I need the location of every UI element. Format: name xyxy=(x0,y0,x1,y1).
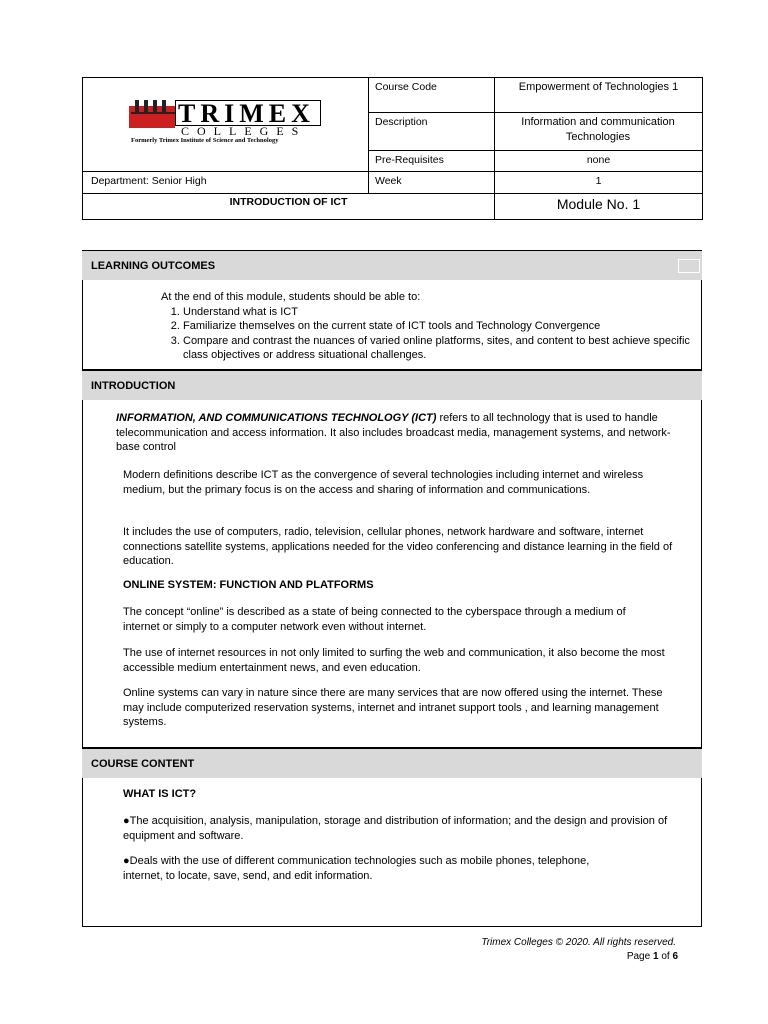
module-number: Module No. 1 xyxy=(556,196,641,212)
intro-paragraph-6: Online systems can vary in nature since there are many services that are now offered using the internet. These may include computerized reservation systems, internet and intranet support tools , and learning management systems. xyxy=(123,687,663,728)
intro-paragraph-1: INFORMATION, AND COMMUNICATIONS TECHNOLOGY (ICT) refers to all technology that is used to handle telecommunication and access information. It also includes broadcast media, management systems, and network-base control xyxy=(116,412,671,453)
logo-brand: TRIMEX xyxy=(178,99,315,128)
logo-colleges: COLLEGES xyxy=(181,124,307,138)
footer-copyright: Trimex Colleges © 2020. All rights reserved. xyxy=(481,937,676,948)
course-content-heading: COURSE CONTENT xyxy=(91,758,195,770)
course-content-header xyxy=(82,748,702,778)
course-code-label: Course Code xyxy=(375,81,437,93)
header-checkbox-decoration xyxy=(678,259,700,273)
intro-paragraph-3: It includes the use of computers, radio, television, cellular phones, network hardware and software, internet connections satellite systems, applications needed for the video conferencing and distance learning in the field of education. xyxy=(123,526,673,567)
topic-title: INTRODUCTION OF ICT xyxy=(229,196,348,208)
logo-tagline: Formerly Trimex Institute of Science and Technology xyxy=(131,137,279,144)
intro-paragraph-4: The concept “online” is described as a state of being connected to the cyberspace through a medium of internet or simply to a computer network even without internet. xyxy=(123,606,626,633)
description-label: Description xyxy=(375,116,428,128)
learning-outcomes-header xyxy=(82,250,702,280)
outcome-item: 3. Compare and contrast the nuances of varied online platforms, sites, and content to best achieve specific class objectives or address situational challenges. xyxy=(183,334,691,363)
introduction-heading: INTRODUCTION xyxy=(91,380,176,392)
ict-term: INFORMATION, AND COMMUNICATIONS TECHNOLOGY (ICT) xyxy=(116,412,437,424)
introduction-header xyxy=(82,370,702,400)
learning-outcomes-list xyxy=(161,290,691,363)
intro-paragraph-5: The use of internet resources in not only limited to surfing the web and communication, it also become the most accessible medium entertainment news, and even education. xyxy=(123,647,665,674)
department-label: Department: Senior High xyxy=(91,175,207,187)
page-number: Page 1 of 6 xyxy=(626,951,678,962)
learning-outcomes-heading: LEARNING OUTCOMES xyxy=(91,260,216,272)
prereq-value: none xyxy=(586,154,611,166)
what-is-ict-subheading: WHAT IS ICT? xyxy=(123,788,197,800)
logo-mark-icon xyxy=(129,100,177,128)
intro-paragraph-2: Modern definitions describe ICT as the convergence of several technologies including internet and wireless medium, but the primary focus is on the access and sharing of information and communications. xyxy=(123,469,644,496)
trimex-logo xyxy=(129,100,324,148)
outcome-item: 2. Familiarize themselves on the current state of ICT tools and Technology Convergence xyxy=(183,319,691,334)
online-system-subheading: ONLINE SYSTEM: FUNCTION AND PLATFORMS xyxy=(123,579,374,591)
week-label: Week xyxy=(375,175,402,187)
course-code-value: Empowerment of Technologies 1 xyxy=(518,81,679,93)
week-value: 1 xyxy=(595,175,602,187)
outcome-item: 1. Understand what is ICT xyxy=(183,305,691,320)
outcomes-intro: At the end of this module, students should be able to: xyxy=(161,291,421,303)
ict-bullet-1: ●The acquisition, analysis, manipulation, storage and distribution of information; and the design and provision of equipment and software. xyxy=(123,815,668,842)
course-header-table xyxy=(82,77,703,220)
ict-bullet-2: ●Deals with the use of different communication technologies such as mobile phones, telephone, internet, to locate, save, send, and edit information. xyxy=(123,855,590,882)
description-value: Information and communication Technologies xyxy=(521,116,675,143)
prereq-label: Pre-Requisites xyxy=(375,154,444,166)
